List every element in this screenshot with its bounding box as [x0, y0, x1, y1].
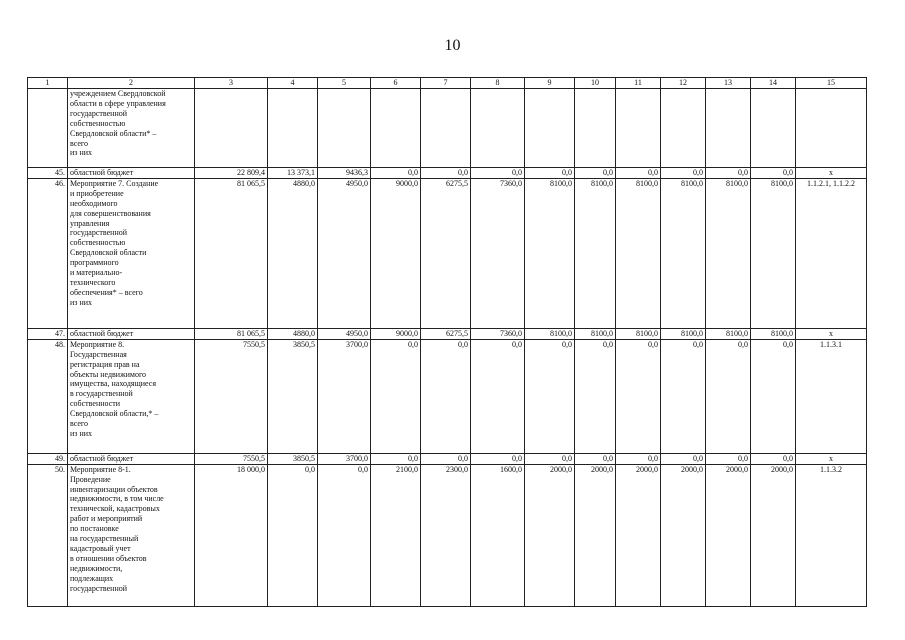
value-cell: 0,0 — [661, 453, 706, 464]
row-description: областной бюджет — [68, 453, 195, 464]
row-description: областной бюджет — [68, 328, 195, 339]
value-cell: 6275,5 — [421, 328, 471, 339]
value-cell — [706, 89, 751, 168]
value-cell: 0,0 — [471, 453, 525, 464]
value-cell: 8100,0 — [661, 328, 706, 339]
value-cell: 9000,0 — [371, 178, 421, 328]
value-cell: 4950,0 — [318, 178, 371, 328]
header-cell: 11 — [616, 78, 661, 89]
value-cell — [751, 89, 796, 168]
table-row — [28, 328, 867, 339]
value-cell: 4880,0 — [268, 178, 318, 328]
value-cell: 8100,0 — [616, 178, 661, 328]
target-ref — [796, 89, 867, 168]
table-row — [28, 178, 867, 328]
value-cell: 4880,0 — [268, 328, 318, 339]
value-cell — [421, 89, 471, 168]
value-cell: 3700,0 — [318, 453, 371, 464]
value-cell: 0,0 — [421, 168, 471, 179]
value-cell: 0,0 — [525, 339, 575, 453]
value-cell: 3700,0 — [318, 339, 371, 453]
value-cell: 0,0 — [751, 453, 796, 464]
table-row — [28, 453, 867, 464]
value-cell: 0,0 — [616, 453, 661, 464]
value-cell: 8100,0 — [575, 178, 616, 328]
value-cell: 18 000,0 — [195, 464, 268, 606]
row-number: 45. — [28, 168, 68, 179]
value-cell: 2000,0 — [751, 464, 796, 606]
row-number — [28, 89, 68, 168]
table-row — [28, 339, 867, 453]
row-number: 50. — [28, 464, 68, 606]
row-description: учреждением Свердловской области в сфере управления государственной собственностью Свердловской области* – всего из них — [68, 89, 195, 168]
row-description: Мероприятие 8. Государственная регистрация прав на объекты недвижимого имущества, находящиеся в государственной собственности Свердловской области,* – всего из них — [68, 339, 195, 453]
row-number: 48. — [28, 339, 68, 453]
value-cell: 0,0 — [371, 339, 421, 453]
value-cell: 0,0 — [661, 168, 706, 179]
value-cell — [616, 89, 661, 168]
header-cell: 2 — [68, 78, 195, 89]
row-description: Мероприятие 8-1. Проведение инвентаризации объектов недвижимости, в том числе технической, кадастровых работ и мероприятий по постановке на государственный кадастровый учет в отношении объектов недвижимости, подлежащих государственной — [68, 464, 195, 606]
row-number: 47. — [28, 328, 68, 339]
target-ref: x — [796, 453, 867, 464]
row-number: 49. — [28, 453, 68, 464]
value-cell: 7550,5 — [195, 339, 268, 453]
value-cell: 0,0 — [371, 453, 421, 464]
value-cell: 2000,0 — [525, 464, 575, 606]
value-cell — [195, 89, 268, 168]
target-ref: x — [796, 328, 867, 339]
value-cell — [575, 89, 616, 168]
value-cell: 0,0 — [471, 339, 525, 453]
value-cell: 8100,0 — [706, 178, 751, 328]
value-cell: 0,0 — [616, 339, 661, 453]
table-row — [28, 168, 867, 179]
value-cell: 4950,0 — [318, 328, 371, 339]
header-cell: 5 — [318, 78, 371, 89]
value-cell: 9436,3 — [318, 168, 371, 179]
header-cell: 6 — [371, 78, 421, 89]
value-cell: 9000,0 — [371, 328, 421, 339]
value-cell: 2000,0 — [575, 464, 616, 606]
value-cell: 0,0 — [616, 168, 661, 179]
header-cell: 8 — [471, 78, 525, 89]
value-cell: 2000,0 — [661, 464, 706, 606]
value-cell: 81 065,5 — [195, 328, 268, 339]
value-cell: 8100,0 — [751, 328, 796, 339]
table-row — [28, 464, 867, 606]
header-cell: 12 — [661, 78, 706, 89]
header-cell: 10 — [575, 78, 616, 89]
header-cell: 9 — [525, 78, 575, 89]
value-cell — [371, 89, 421, 168]
value-cell: 0,0 — [471, 168, 525, 179]
value-cell: 3850,5 — [268, 339, 318, 453]
value-cell: 2300,0 — [421, 464, 471, 606]
target-ref: x — [796, 168, 867, 179]
value-cell: 0,0 — [575, 453, 616, 464]
header-cell: 1 — [28, 78, 68, 89]
value-cell: 22 809,4 — [195, 168, 268, 179]
value-cell: 3850,5 — [268, 453, 318, 464]
row-description: областной бюджет — [68, 168, 195, 179]
value-cell: 7360,0 — [471, 178, 525, 328]
value-cell: 0,0 — [318, 464, 371, 606]
header-cell: 14 — [751, 78, 796, 89]
row-description: Мероприятие 7. Создание и приобретение необходимого для совершенствования управления государственной собственностью Свердловской области программного и материально- технического обеспечения* – всего из них — [68, 178, 195, 328]
header-cell: 7 — [421, 78, 471, 89]
value-cell: 13 373,1 — [268, 168, 318, 179]
value-cell: 6275,5 — [421, 178, 471, 328]
value-cell: 0,0 — [575, 168, 616, 179]
value-cell: 0,0 — [706, 453, 751, 464]
header-cell: 4 — [268, 78, 318, 89]
value-cell: 0,0 — [575, 339, 616, 453]
value-cell: 0,0 — [706, 339, 751, 453]
value-cell: 1600,0 — [471, 464, 525, 606]
value-cell: 0,0 — [706, 168, 751, 179]
value-cell: 0,0 — [525, 453, 575, 464]
value-cell: 2000,0 — [706, 464, 751, 606]
value-cell: 7550,5 — [195, 453, 268, 464]
value-cell: 0,0 — [421, 453, 471, 464]
header-cell: 13 — [706, 78, 751, 89]
value-cell: 0,0 — [421, 339, 471, 453]
value-cell: 8100,0 — [525, 328, 575, 339]
target-ref: 1.1.2.1, 1.1.2.2 — [796, 178, 867, 328]
value-cell: 8100,0 — [616, 328, 661, 339]
row-number: 46. — [28, 178, 68, 328]
value-cell — [268, 89, 318, 168]
value-cell: 2100,0 — [371, 464, 421, 606]
value-cell: 0,0 — [751, 339, 796, 453]
value-cell: 8100,0 — [575, 328, 616, 339]
value-cell: 0,0 — [268, 464, 318, 606]
header-cell: 15 — [796, 78, 867, 89]
value-cell — [318, 89, 371, 168]
value-cell: 7360,0 — [471, 328, 525, 339]
value-cell: 8100,0 — [661, 178, 706, 328]
value-cell: 8100,0 — [525, 178, 575, 328]
program-table — [27, 77, 867, 607]
value-cell: 0,0 — [525, 168, 575, 179]
value-cell: 0,0 — [661, 339, 706, 453]
value-cell: 0,0 — [371, 168, 421, 179]
table-row — [28, 89, 867, 168]
header-row — [28, 78, 867, 89]
value-cell: 2000,0 — [616, 464, 661, 606]
header-cell: 3 — [195, 78, 268, 89]
value-cell — [661, 89, 706, 168]
target-ref: 1.1.3.1 — [796, 339, 867, 453]
target-ref: 1.1.3.2 — [796, 464, 867, 606]
value-cell: 81 065,5 — [195, 178, 268, 328]
value-cell — [525, 89, 575, 168]
value-cell — [471, 89, 525, 168]
value-cell: 0,0 — [751, 168, 796, 179]
page-number: 10 — [444, 37, 461, 54]
value-cell: 8100,0 — [751, 178, 796, 328]
value-cell: 8100,0 — [706, 328, 751, 339]
